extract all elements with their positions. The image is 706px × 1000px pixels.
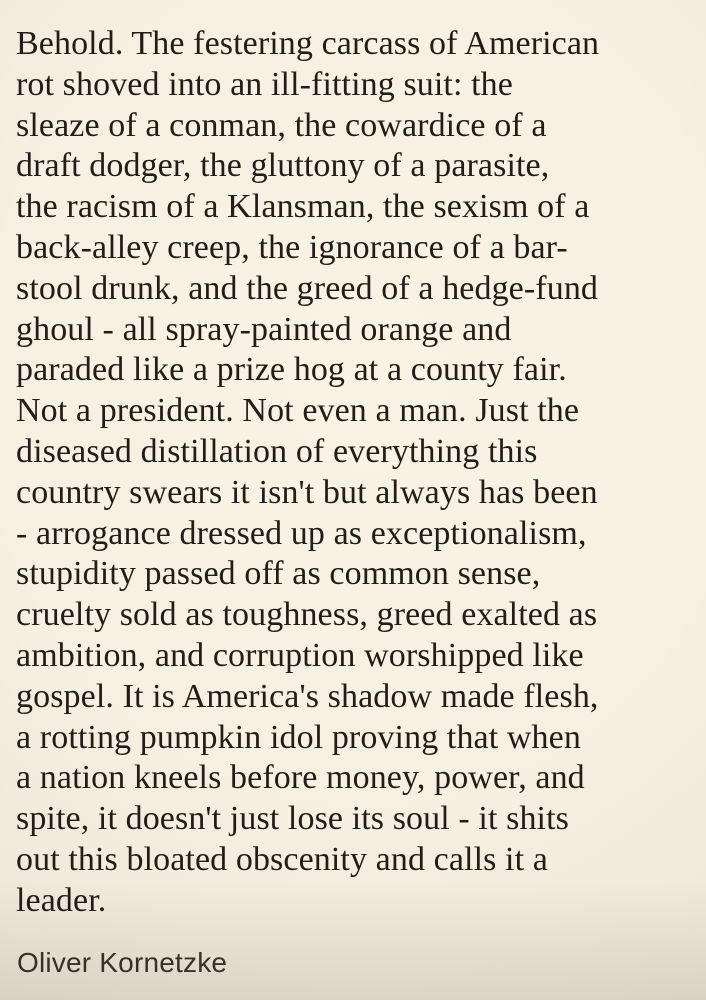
quote-line: stupidity passed off as common sense, xyxy=(16,555,541,593)
quote-line: paraded like a prize hog at a county fair. xyxy=(16,351,567,389)
quote-line: Not a president. Not even a man. Just the xyxy=(16,392,580,430)
quote-line: gospel. It is America's shadow made flesh, xyxy=(16,677,599,715)
quote-line: stool drunk, and the greed of a hedge-fund xyxy=(16,269,599,307)
quote-line: ghoul - all spray-painted orange and xyxy=(16,310,512,348)
quote-line: diseased distillation of everything this xyxy=(16,432,538,470)
quote-line: - arrogance dressed up as exceptionalism, xyxy=(16,514,587,552)
quote-line: leader. xyxy=(16,881,107,919)
quote-line: country swears it isn't but always has been xyxy=(16,473,598,511)
quote-line: ambition, and corruption worshipped like xyxy=(16,636,584,674)
quote-line: the racism of a Klansman, the sexism of a xyxy=(16,188,590,226)
quote-line: back-alley creep, the ignorance of a bar- xyxy=(16,228,568,266)
quote-line: spite, it doesn't just lose its soul - it shits xyxy=(16,800,569,838)
quote-line: a rotting pumpkin idol proving that when xyxy=(16,718,581,756)
quote-line: out this bloated obscenity and calls it a xyxy=(16,840,548,878)
quote-line: cruelty sold as toughness, greed exalted as xyxy=(16,596,598,634)
quote-line: a nation kneels before money, power, and xyxy=(16,759,585,797)
quote-line: Behold. The festering carcass of American xyxy=(16,25,600,62)
attribution-name: Oliver Kornetzke xyxy=(17,947,228,978)
quote-line: sleaze of a conman, the cowardice of a xyxy=(16,106,547,144)
quote-line: rot shoved into an ill-fitting suit: the xyxy=(16,65,513,103)
quote-line: draft dodger, the gluttony of a parasite, xyxy=(16,147,550,185)
quote-text xyxy=(16,24,698,922)
